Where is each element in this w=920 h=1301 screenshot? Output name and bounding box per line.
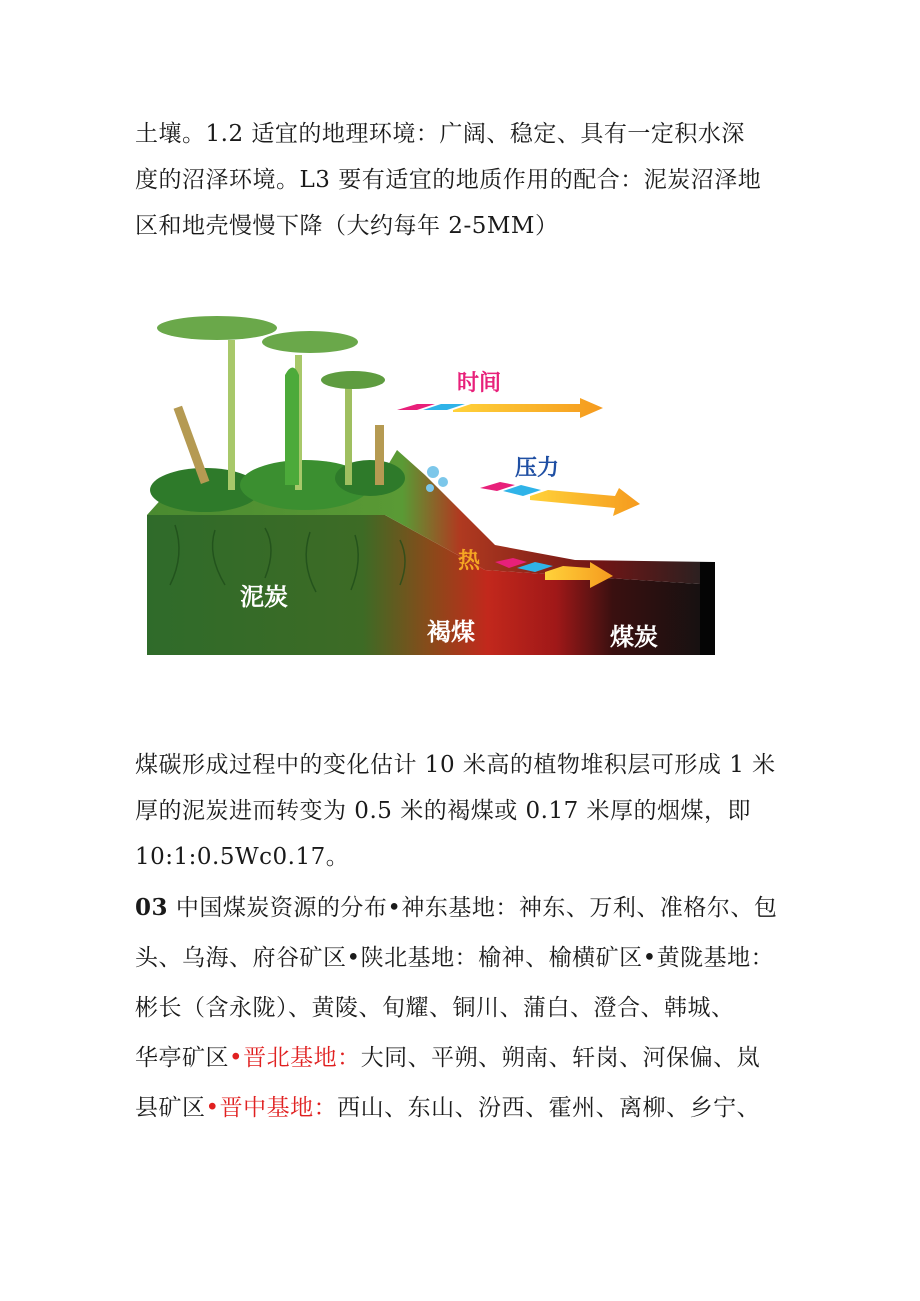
section-number: 03 [135, 894, 169, 921]
text-line: 10:1:0.5Wc0.17。 [135, 844, 350, 870]
arrow-time [397, 370, 603, 418]
text-line: 彬长（含永陇）、黄陵、旬耀、铜川、蒲白、澄合、韩城、 [135, 995, 735, 1021]
text-line: 度的沼泽环境。L3 要有适宜的地质作用的配合：泥炭沼泽地 [135, 167, 762, 193]
arrow-pressure [480, 456, 640, 516]
label-lignite: 褐煤 [427, 618, 475, 646]
text-span: 中国煤炭资源的分布•神东基地：神东、万利、准格尔、包 [168, 895, 778, 921]
text-span: 西山、东山、汾西、霍州、离柳、乡宁、 [337, 1095, 761, 1121]
highlight-jinzhong-base: •晋中基地： [205, 1095, 338, 1121]
text-line [135, 1083, 815, 1133]
swamp-vegetation [150, 316, 405, 512]
arrow-label-time: 时间 [457, 371, 502, 396]
layer-side-face [700, 562, 715, 655]
highlight-jinbei-base: •晋北基地： [229, 1045, 361, 1071]
paragraph-coal-conditions [135, 111, 815, 249]
paragraph-coal-changes [135, 742, 815, 880]
text-line: 区和地壳慢慢下降（大约每年 2-5MM） [135, 213, 559, 239]
arrow-label-pressure: 压力 [515, 456, 560, 481]
arrow-label-heat: 热 [458, 549, 481, 574]
label-peat: 泥炭 [240, 583, 288, 611]
text-line: 土壤。1.2 适宜的地理环境：广阔、稳定、具有一定积水深 [135, 121, 745, 147]
text-line [135, 1033, 815, 1083]
text-line: 头、乌海、府谷矿区•陕北基地：榆神、榆横矿区•黄陇基地： [135, 945, 775, 971]
text-line [135, 883, 815, 933]
label-coal: 煤炭 [610, 623, 658, 651]
text-span: 大同、平朔、朔南、轩岗、河保偏、岚 [360, 1045, 761, 1071]
paragraph-coal-distribution [135, 883, 815, 1133]
text-line: 煤碳形成过程中的变化估计 10 米高的植物堆积层可形成 1 米 [135, 752, 776, 778]
text-span: 华亭矿区 [135, 1045, 229, 1071]
text-line: 厚的泥炭进而转变为 0.5 米的褐煤或 0.17 米厚的烟煤，即 [135, 798, 752, 824]
coal-formation-illustration [135, 300, 720, 665]
text-span: 县矿区 [135, 1095, 206, 1121]
